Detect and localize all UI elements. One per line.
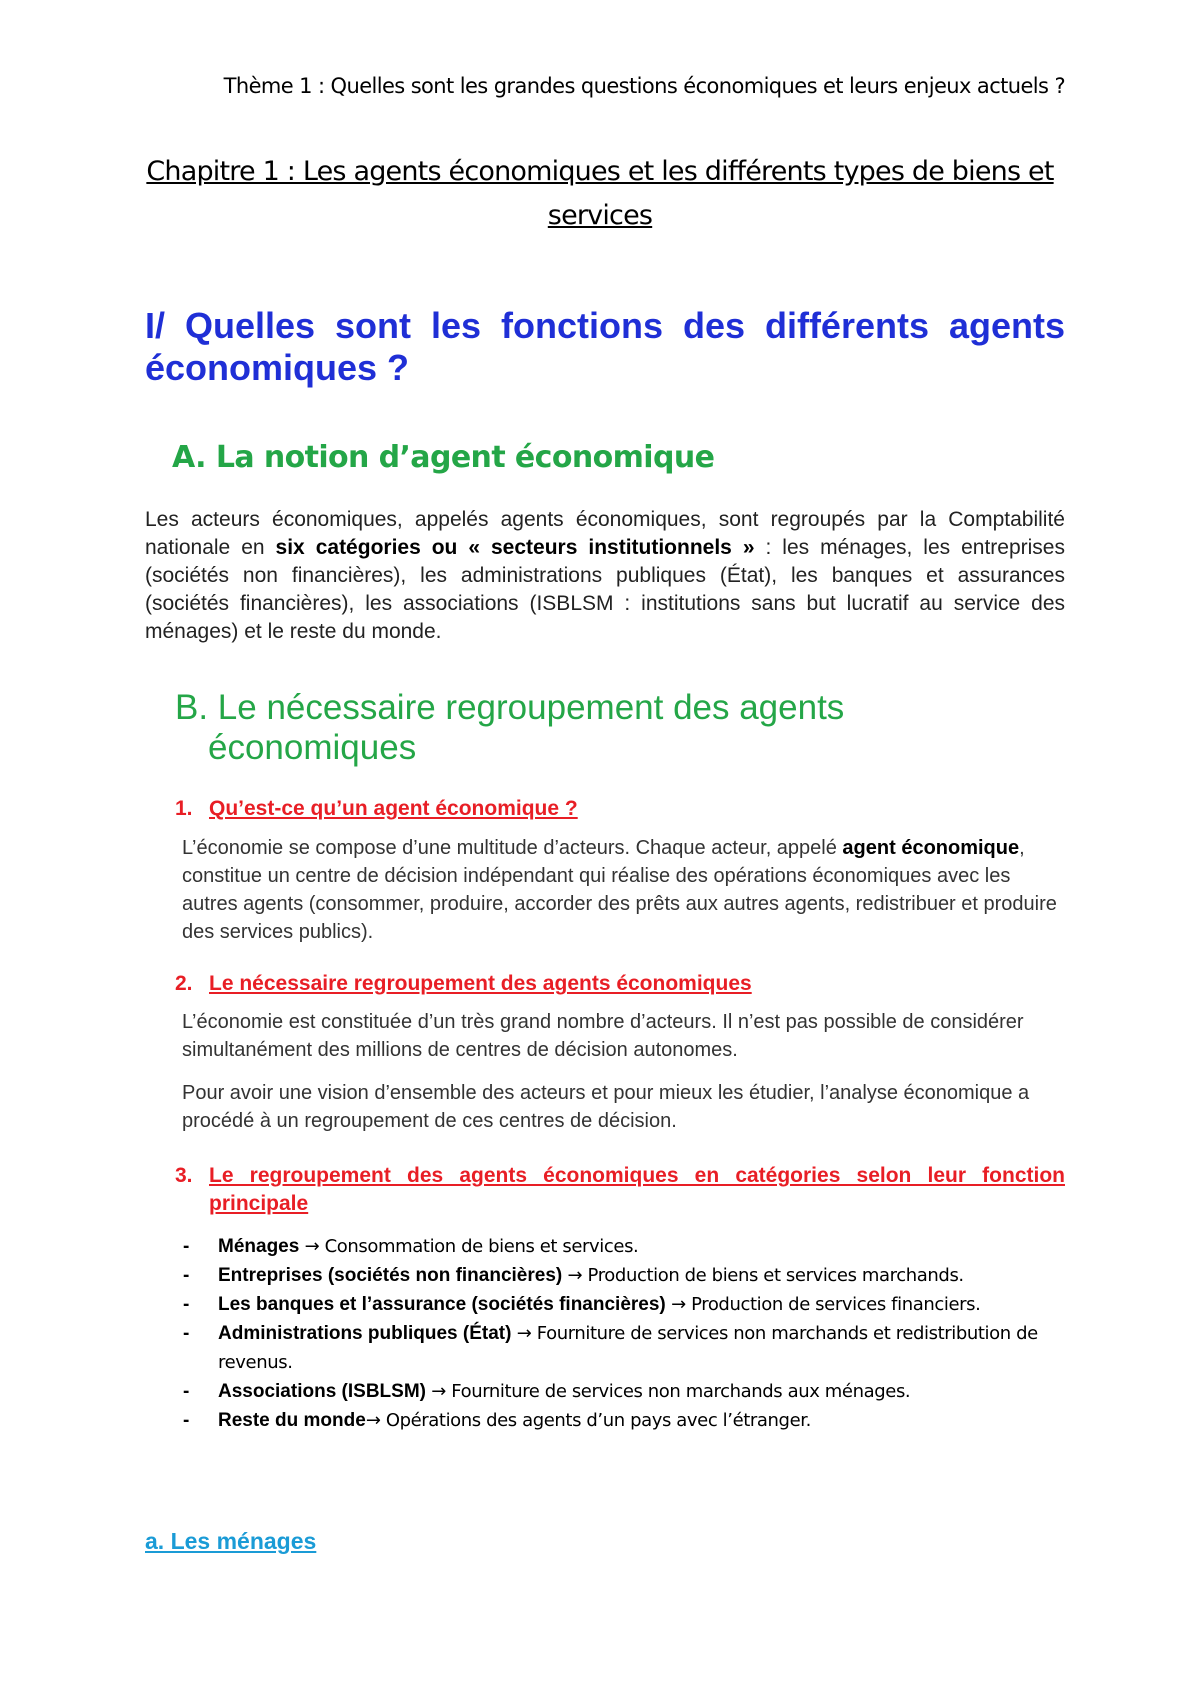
item-1-text-start: L’économie se compose d’une multitude d’acteurs. Chaque acteur, appelé — [182, 837, 843, 859]
heading-1-text: Qu’est-ce qu’un agent économique ? — [209, 797, 578, 820]
subsection-menages-title: a. Les ménages — [145, 1528, 317, 1554]
item-1-text-end: , constitue un centre de décision indépendant qui réalise des opérations économiques avec les autres agents (consommer, produire, accorder des prêts aux autres agents, redistribuer et produire des services publics). — [182, 837, 1057, 943]
list-item-desc: → Production de services financiers. — [665, 1294, 981, 1315]
heading-3 — [175, 1162, 1065, 1218]
item-1-text-bold: agent économique — [842, 837, 1020, 859]
heading-2 — [175, 972, 1065, 996]
para-text-end: : les ménages, les entreprises (sociétés non financières), les administrations publiques (État), les banques et assurances (sociétés financières), les associations (ISBLSM : institutions sans but lucratif au service des ménages) et le reste du monde. — [145, 536, 1065, 643]
bullet-dash: - — [183, 1294, 190, 1315]
list-item-desc: → Fourniture de services non marchands aux ménages. — [425, 1381, 911, 1402]
bullet-dash: - — [183, 1323, 190, 1344]
list-item — [183, 1290, 1050, 1319]
theme-header: Thème 1 : Quelles sont les grandes questions économiques et leurs enjeux actuels ? — [223, 74, 1065, 98]
heading-2-text: Le nécessaire regroupement des agents économiques — [209, 972, 752, 995]
heading-3-text: Le regroupement des agents économiques en catégories selon leur fonction principale — [209, 1164, 1065, 1215]
section-I-title: I/ Quelles sont les fonctions des différents agents économiques ? — [145, 305, 1065, 388]
list-item — [183, 1406, 1050, 1435]
heading-1 — [175, 797, 1065, 821]
bullet-dash: - — [183, 1381, 190, 1402]
list-item-desc: → Consommation de biens et services. — [299, 1236, 639, 1257]
categories-list — [183, 1232, 1050, 1435]
heading-2-number: 2. — [175, 972, 193, 995]
list-item — [183, 1319, 1050, 1377]
bullet-dash: - — [183, 1236, 190, 1257]
heading-1-number: 1. — [175, 797, 193, 820]
chapter-title: Chapitre 1 : Les agents économiques et les différents types de biens et services — [146, 156, 1054, 231]
section-B-title — [175, 688, 1050, 768]
list-item-desc: → Fourniture de services non marchands et redistribution de revenus. — [218, 1323, 1038, 1373]
list-item-term: Administrations publiques (État) — [218, 1323, 512, 1344]
list-item — [183, 1261, 1050, 1290]
list-item-desc: → Production de biens et services marchands. — [562, 1265, 964, 1286]
heading-3-number: 3. — [175, 1164, 193, 1187]
list-item — [183, 1232, 1050, 1261]
item-2-paragraph-1: L’économie est constituée d’un très grand nombre d’acteurs. Il n’est pas possible de considérer simultanément des millions de centres de décision autonomes. — [182, 1011, 1024, 1061]
bullet-dash: - — [183, 1265, 190, 1286]
item-2-paragraph-2: Pour avoir une vision d’ensemble des acteurs et pour mieux les étudier, l’analyse économique a procédé à un regroupement de ces centres de décision. — [182, 1082, 1030, 1132]
list-item-term: Associations (ISBLSM) — [218, 1381, 426, 1402]
list-item-term: Ménages — [218, 1236, 300, 1257]
para-text-bold: six catégories ou « secteurs institutionnels » — [275, 536, 755, 559]
list-item — [183, 1377, 1050, 1406]
bullet-dash: - — [183, 1410, 190, 1431]
section-B-title-line2: économiques — [208, 728, 417, 767]
section-A-title: A. La notion d’agent économique — [172, 440, 715, 475]
section-A-paragraph — [145, 506, 1065, 646]
section-B-title-line1: B. Le nécessaire regroupement des agents — [175, 688, 845, 727]
list-item-term: Entreprises (sociétés non financières) — [218, 1265, 563, 1286]
list-item-term: Les banques et l’assurance (sociétés financières) — [218, 1294, 666, 1315]
item-1-paragraph — [182, 834, 1065, 946]
list-item-desc: → Opérations des agents d’un pays avec l’étranger. — [365, 1410, 811, 1431]
list-item-term: Reste du monde — [218, 1410, 366, 1431]
para-text-start: Les acteurs économiques, appelés agents économiques, sont regroupés par la Comptabilité nationale en — [145, 508, 1065, 559]
